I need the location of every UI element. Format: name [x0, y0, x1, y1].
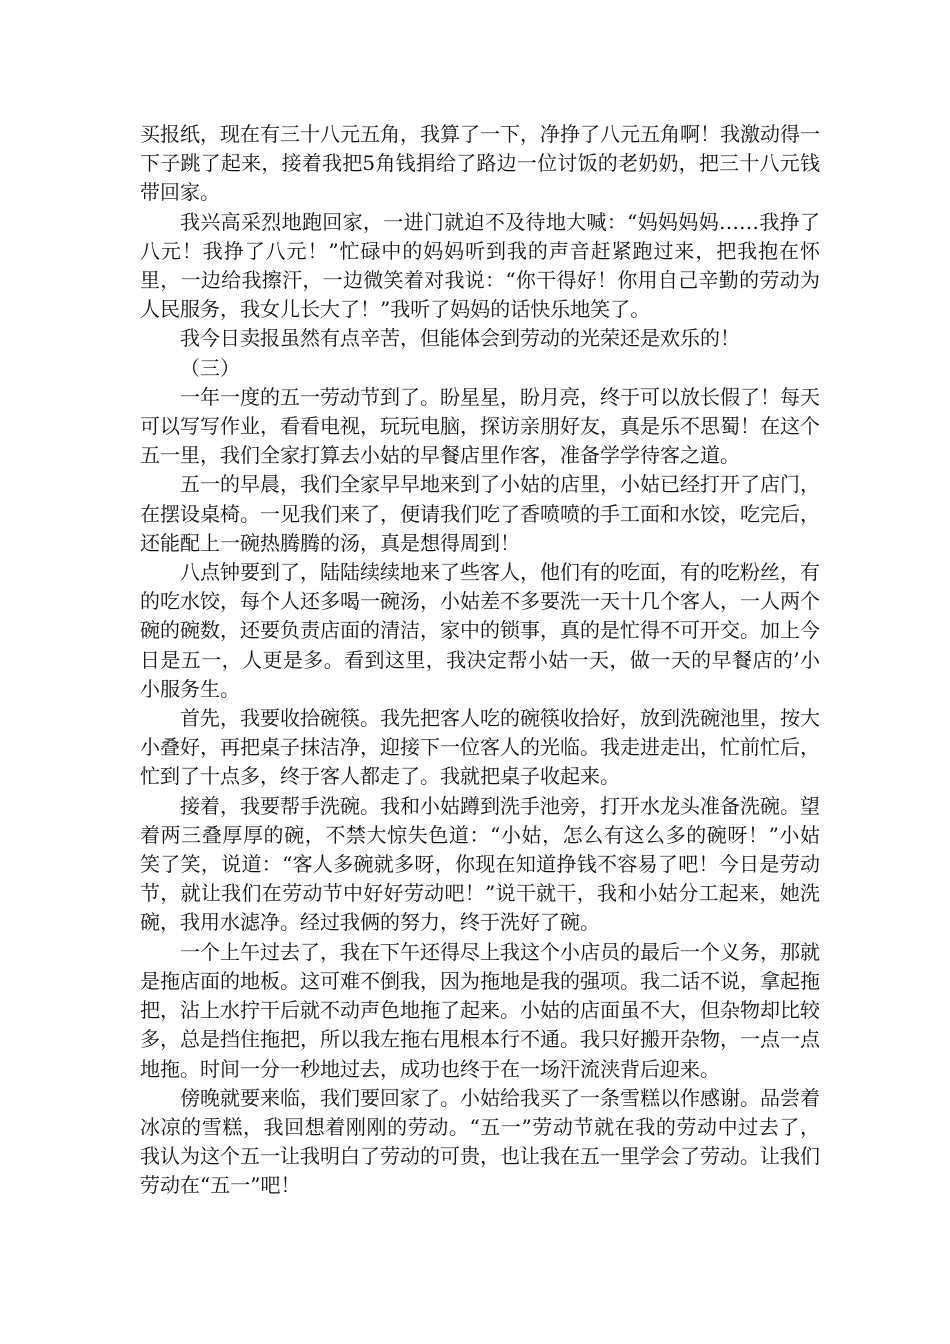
paragraph: 我兴高采烈地跑回家，一进门就迫不及待地大喊：“妈妈妈妈……我挣了八元！我挣了八元！”忙碌中的妈妈听到我的声音赶紧跑过来，把我抱在怀里，一边给我擦汗，一边微笑着对我说：“你干得好！你用自己辛勤的劳动为人民服务，我女儿长大了！”我听了妈妈的话快乐地笑了。 [140, 209, 820, 322]
paragraph: 一个上午过去了，我在下午还得尽上我这个小店员的最后一个义务，那就是拖店面的地板。这可难不倒我，因为拖地是我的强项。我二话不说，拿起拖把，沾上水拧干后就不动声色地拖了起来。小姑的店面虽不大，但杂物却比较多，总是挡住拖把，所以我左拖右甩根本行不通。我只好搬开杂物，一点一点地拖。时间一分一秒地过去，成功也终于在一场汗流浃背后迎来。 [140, 939, 820, 1081]
section-heading: （三） [180, 355, 240, 380]
paragraph: 一年一度的五一劳动节到了。盼星星，盼月亮，终于可以放长假了！每天可以写写作业，看看电视，玩玩电脑，探访亲朋好友，真是乐不思蜀！在这个五一里，我们全家打算去小姑的早餐店里作客，准备学学待客之道。 [140, 384, 820, 468]
paragraph: 接着，我要帮手洗碗。我和小姑蹲到洗手池旁，打开水龙头准备洗碗。望着两三叠厚厚的碗，不禁大惊失色道：“小姑，怎么有这么多的碗呀！”小姑笑了笑，说道：“客人多碗就多呀，你现在知道挣钱不容易了吧！今日是劳动节，就让我们在劳动节中好好劳动吧！”说干就干，我和小姑分工起来，她洗碗，我用水滤净。经过我俩的努力，终于洗好了碗。 [140, 793, 820, 935]
paragraph: 买报纸，现在有三十八元五角，我算了一下，净挣了八元五角啊！我激动得一下子跳了起来，接着我把5角钱捐给了路边一位讨饭的老奶奶，把三十八元钱带回家。 [140, 122, 820, 205]
document-body [140, 120, 820, 1201]
paragraph: 八点钟要到了，陆陆续续地来了些客人，他们有的吃面，有的吃粉丝，有的吃水饺，每个人还多喝一碗汤，小姑差不多要洗一天十几个客人，一人两个碗的碗数，还要负责店面的清洁，家中的锁事，真的是忙得不可开交。加上今日是五一，人更是多。看到这里，我决定帮小姑一天，做一天的早餐店的’小小服务生。 [140, 560, 820, 701]
paragraph: 傍晚就要来临，我们要回家了。小姑给我买了一条雪糕以作感谢。品尝着冰凉的雪糕，我回想着刚刚的劳动。“五一”劳动节就在我的劳动中过去了，我认为这个五一让我明白了劳动的可贵，也让我在五一里学会了劳动。让我们劳动在“五一”吧！ [140, 1085, 820, 1198]
paragraph: 我今日卖报虽然有点辛苦，但能体会到劳动的光荣还是欢乐的！ [180, 326, 740, 351]
paragraph: 五一的早晨，我们全家早早地来到了小姑的店里，小姑已经打开了店门，在摆设桌椅。一见我们来了，便请我们吃了香喷喷的手工面和水饺，吃完后，还能配上一碗热腾腾的汤，真是想得周到！ [140, 472, 820, 555]
paragraph: 首先，我要收拾碗筷。我先把客人吃的碗筷收拾好，放到洗碗池里，按大小叠好，再把桌子抹洁净，迎接下一位客人的光临。我走进走出，忙前忙后，忙到了十点多，终于客人都走了。我就把桌子收起来。 [140, 706, 820, 789]
